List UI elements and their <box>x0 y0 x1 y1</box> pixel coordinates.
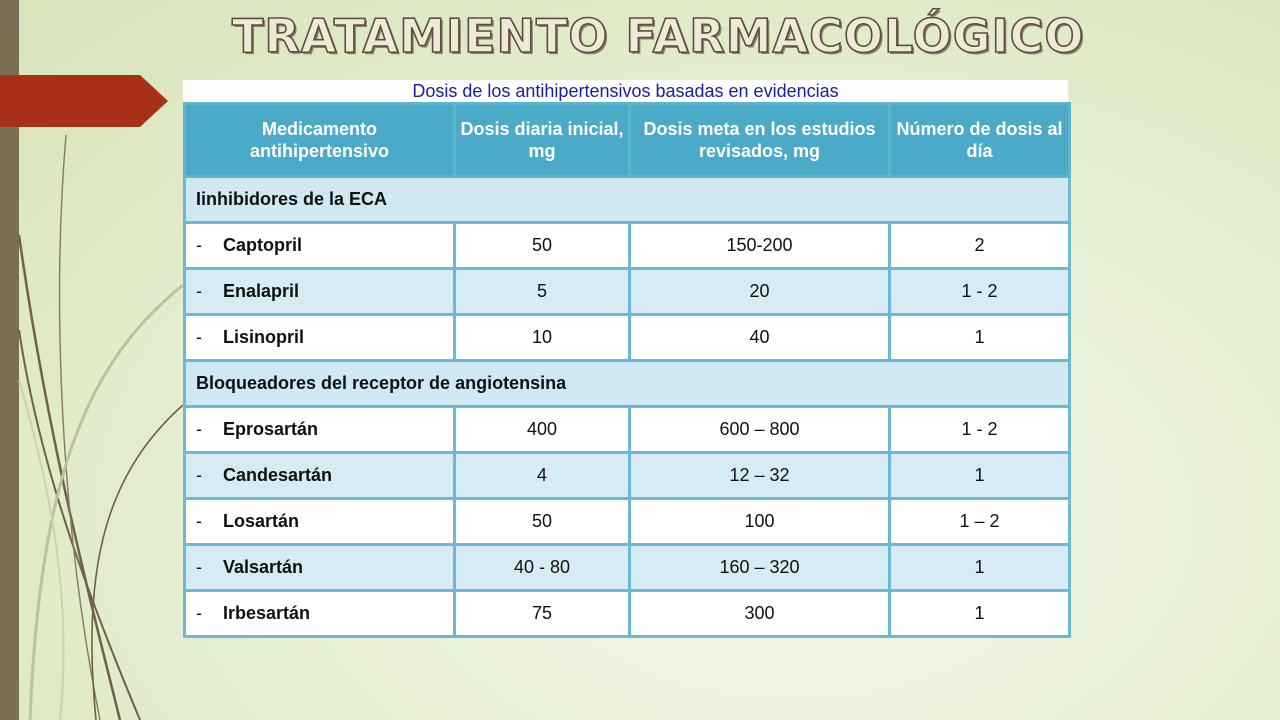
row-dash: - <box>196 557 202 577</box>
initial-dose-cell: 4 <box>455 453 630 499</box>
group-row-ace-inhibitors <box>185 177 1070 223</box>
table-row <box>185 315 1070 361</box>
target-dose-cell: 150-200 <box>630 223 890 269</box>
row-dash: - <box>196 511 202 531</box>
table-row <box>185 545 1070 591</box>
group-label: Bloqueadores del receptor de angiotensina <box>185 361 1070 407</box>
doses-per-day-cell: 1 <box>890 591 1070 637</box>
initial-dose-cell: 50 <box>455 223 630 269</box>
drug-cell <box>185 223 455 269</box>
target-dose-cell: 600 – 800 <box>630 407 890 453</box>
dosage-table-container <box>183 80 1068 638</box>
drug-name: Lisinopril <box>223 327 304 347</box>
header-drug: Medicamento antihipertensivo <box>185 104 455 177</box>
drug-name: Eprosartán <box>223 419 319 439</box>
drug-name: Irbesartán <box>223 603 311 623</box>
target-dose-cell: 12 – 32 <box>630 453 890 499</box>
table-row <box>185 223 1070 269</box>
table-row <box>185 499 1070 545</box>
target-dose-cell: 160 – 320 <box>630 545 890 591</box>
dosage-table <box>183 102 1071 638</box>
row-dash: - <box>196 419 202 439</box>
table-row <box>185 591 1070 637</box>
drug-name: Enalapril <box>223 281 300 301</box>
initial-dose-cell: 400 <box>455 407 630 453</box>
row-dash: - <box>196 603 202 623</box>
header-initial-dose: Dosis diaria inicial, mg <box>455 104 630 177</box>
initial-dose-cell: 75 <box>455 591 630 637</box>
doses-per-day-cell: 1 - 2 <box>890 269 1070 315</box>
drug-cell <box>185 269 455 315</box>
doses-per-day-cell: 1 <box>890 315 1070 361</box>
table-row <box>185 453 1070 499</box>
group-row-arb <box>185 361 1070 407</box>
table-row <box>185 407 1070 453</box>
drug-cell <box>185 315 455 361</box>
header-target-dose: Dosis meta en los estudios revisados, mg <box>630 104 890 177</box>
target-dose-cell: 20 <box>630 269 890 315</box>
target-dose-cell: 300 <box>630 591 890 637</box>
drug-cell <box>185 545 455 591</box>
drug-name: Losartán <box>223 511 300 531</box>
row-dash: - <box>196 465 202 485</box>
drug-name: Captopril <box>223 235 302 255</box>
table-row <box>185 269 1070 315</box>
doses-per-day-cell: 1 <box>890 453 1070 499</box>
drug-name: Valsartán <box>223 557 304 577</box>
drug-cell <box>185 453 455 499</box>
initial-dose-cell: 40 - 80 <box>455 545 630 591</box>
header-doses-per-day: Número de dosis al día <box>890 104 1070 177</box>
row-dash: - <box>196 327 202 347</box>
row-dash: - <box>196 281 202 301</box>
drug-name: Candesartán <box>223 465 333 485</box>
initial-dose-cell: 10 <box>455 315 630 361</box>
drug-cell <box>185 591 455 637</box>
doses-per-day-cell: 1 <box>890 545 1070 591</box>
doses-per-day-cell: 1 – 2 <box>890 499 1070 545</box>
doses-per-day-cell: 2 <box>890 223 1070 269</box>
group-label: Iinhibidores de la ECA <box>185 177 1070 223</box>
row-dash: - <box>196 235 202 255</box>
initial-dose-cell: 50 <box>455 499 630 545</box>
table-header-row <box>185 104 1070 177</box>
table-caption: Dosis de los antihipertensivos basadas en evidencias <box>183 80 1068 102</box>
drug-cell <box>185 499 455 545</box>
target-dose-cell: 100 <box>630 499 890 545</box>
red-arrow-tab <box>0 75 168 127</box>
drug-cell <box>185 407 455 453</box>
target-dose-cell: 40 <box>630 315 890 361</box>
slide-title: TRATAMIENTO FARMACOLÓGICO <box>232 9 1085 63</box>
doses-per-day-cell: 1 - 2 <box>890 407 1070 453</box>
initial-dose-cell: 5 <box>455 269 630 315</box>
